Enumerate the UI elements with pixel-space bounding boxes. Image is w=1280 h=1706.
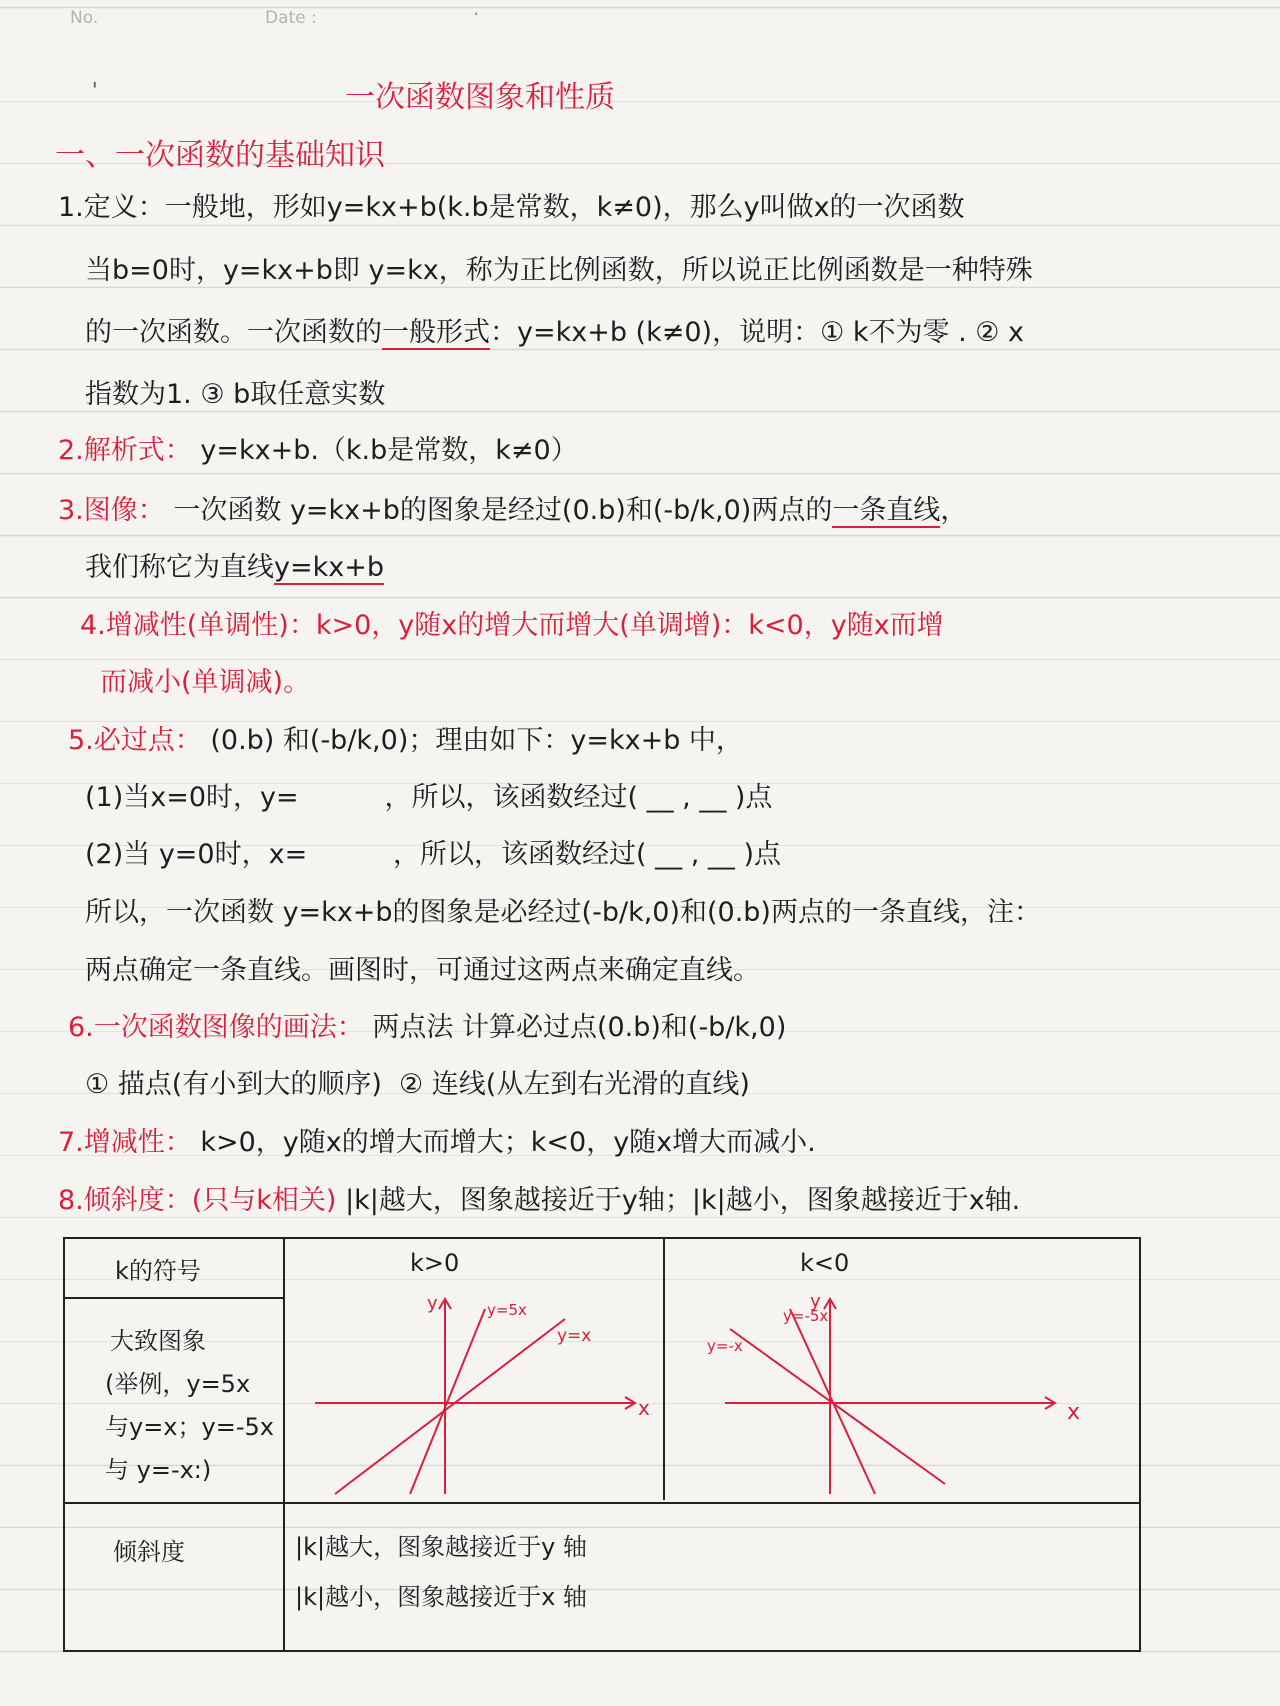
label-y-5x: y=5x — [487, 1301, 527, 1319]
header-no-label: No. — [70, 8, 99, 28]
table-inclination-text-2: |k|越小，图象越接近于x 轴 — [295, 1583, 587, 1611]
table-header-k-negative: k<0 — [800, 1249, 850, 1277]
graph-text-a: 一次函数 y=kx+b的图象是经过(0.b)和(-b/k,0)两点的 — [173, 495, 833, 526]
definition-line-1 — [58, 185, 965, 224]
monotonic-line-2: 而减小(单调减)。 — [100, 667, 311, 698]
monotonic-summary-text: k>0，y随x的增大而增大；k<0，y随x增大而减小. — [200, 1127, 816, 1158]
fixed-point-label: 5.必过点： — [68, 725, 202, 756]
monotonic-summary-line — [58, 1120, 816, 1159]
inclination-label: 8.倾斜度：(只与k相关) — [58, 1185, 337, 1216]
graph-k-negative — [675, 1279, 1095, 1501]
y-axis-label: y — [427, 1293, 438, 1314]
table-column-divider-1 — [283, 1239, 285, 1650]
section-heading: 一、一次函数的基础知识 — [55, 138, 385, 173]
definition-text-3c: ：y=kx+b (k≠0)，说明：① k不为零 . ② x — [490, 317, 1025, 348]
inclination-text: |k|越大，图象越接近于y轴；|k|越小，图象越接近于x轴. — [345, 1185, 1021, 1216]
fixed-point-note: 两点确定一条直线。画图时，可通过这两点来确定直线。 — [85, 955, 760, 986]
table-row-divider — [65, 1502, 1139, 1504]
analytic-form-line — [58, 428, 578, 467]
drawing-method-text: 两点法 计算必过点(0.b)和(-b/k,0) — [372, 1012, 787, 1043]
drawing-steps: ① 描点(有小到大的顺序) ② 连线(从左到右光滑的直线) — [85, 1069, 750, 1100]
y-axis-label: y — [810, 1291, 821, 1312]
line-y-equals-neg-5x — [790, 1309, 875, 1494]
table-row-inclination-label: 倾斜度 — [113, 1538, 185, 1566]
definition-text-3a: 的一次函数。一次函数的 — [85, 317, 382, 348]
header-dot: · — [473, 2, 480, 26]
general-form-label: 一般形式 — [382, 317, 490, 348]
graph-text-c: ， — [940, 495, 968, 526]
line-y-equals-5x — [410, 1309, 485, 1494]
margin-mark: ' — [92, 78, 98, 102]
summary-table — [63, 1237, 1141, 1652]
analytic-form-text: y=kx+b.（k.b是常数，k≠0） — [200, 435, 578, 466]
graph-text-2a: 我们称它为直线 — [85, 552, 274, 583]
graph-k-positive — [295, 1279, 655, 1501]
fixed-point-case-2: (2)当 y=0时，x= ，所以，该函数经过( __ , __ )点 — [85, 839, 782, 870]
definition-text-1: 1.定义：一般地，形如y=kx+b(k.b是常数，k≠0)，那么y叫做x的一次函数 — [58, 192, 965, 223]
monotonic-line-1: 4.增减性(单调性)：k>0，y随x的增大而增大(单调增)：k<0，y随x而增 — [80, 610, 944, 641]
table-header-sign: k的符号 — [115, 1257, 201, 1285]
table-header-k-positive: k>0 — [410, 1249, 460, 1277]
drawing-method-line — [68, 1005, 786, 1044]
fixed-point-case-1: (1)当x=0时，y= ，所以，该函数经过( __ , __ )点 — [85, 782, 773, 813]
graph-line-1 — [58, 488, 967, 527]
page-title: 一次函数图象和性质 — [345, 80, 615, 115]
definition-line-4: 指数为1. ③ b取任意实数 — [85, 379, 386, 410]
label-y-x: y=x — [557, 1326, 592, 1346]
fixed-point-line — [68, 718, 743, 757]
table-header-divider — [65, 1297, 283, 1299]
table-row-graph-label-2: (举例，y=5x — [105, 1370, 251, 1398]
analytic-form-label: 2.解析式： — [58, 435, 192, 466]
table-row-graph-label-4: 与 y=-x:) — [105, 1456, 212, 1484]
table-row-graph-label-3: 与y=x；y=-5x — [105, 1413, 274, 1441]
monotonic-summary-label: 7.增减性： — [58, 1127, 192, 1158]
header-date-label: Date : — [265, 8, 317, 28]
definition-line-2: 当b=0时，y=kx+b即 y=kx，称为正比例函数，所以说正比例函数是一种特殊 — [85, 255, 1033, 286]
label-y-neg-x: y=-x — [707, 1337, 743, 1355]
graph-line-2 — [85, 545, 384, 584]
inclination-line — [58, 1178, 1020, 1217]
line-equation: y=kx+b — [274, 552, 384, 583]
table-row-graph-label-1: 大致图象 — [110, 1327, 206, 1355]
definition-line-3 — [85, 310, 1024, 349]
x-axis-label: x — [1067, 1400, 1081, 1425]
fixed-point-text: (0.b) 和(-b/k,0)；理由如下：y=kx+b 中， — [210, 725, 743, 756]
drawing-method-label: 6.一次函数图像的画法： — [68, 1012, 364, 1043]
graph-label: 3.图像： — [58, 495, 165, 526]
table-column-divider-2 — [663, 1239, 665, 1500]
x-axis-label: x — [638, 1396, 650, 1420]
label-y-neg-5x: y=-5x — [783, 1307, 829, 1325]
fixed-point-conclusion: 所以，一次函数 y=kx+b的图象是必经过(-b/k,0)和(0.b)两点的一条直线，注： — [85, 897, 1041, 928]
line-y-equals-x — [335, 1319, 565, 1494]
straight-line-label: 一条直线 — [832, 495, 941, 526]
line-y-equals-neg-x — [730, 1329, 945, 1484]
table-inclination-text-1: |k|越大，图象越接近于y 轴 — [295, 1533, 587, 1561]
